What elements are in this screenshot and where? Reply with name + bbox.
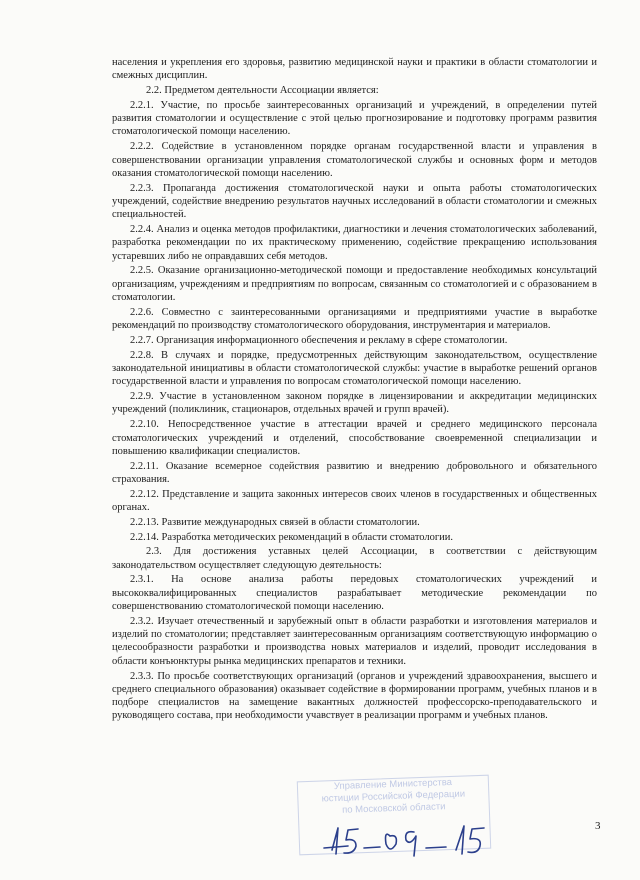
paragraph-2-2-7: 2.2.7. Организация информационного обеспечения и рекламу в сфере стоматологии. (130, 334, 508, 346)
paragraph-2-3-3: 2.3.3. По просьбе соответствующих организаций (органов и учреждений здравоохранения, высшего и среднего специального образования) оказывает содействие в формировании программ, учебных планов и в подборе специалистов на замещение вакантных должностей профессорско-преподавательского и руководящего состава, при необходимости учавствует в реализации программ и учебных планов. (112, 670, 597, 722)
paragraph-2-2-9: 2.2.9. Участие в установленном законом порядке в лицензировании и аккредитации медицинских учреждений (поликлиник, стационаров, отдельных врачей и групп врачей). (112, 391, 597, 416)
document-body (112, 56, 597, 724)
paragraph-2-2-2: 2.2.2. Содействие в установленном порядке органам государственной власти и управления в совершенствовании организации управления стоматологической службы и основных форм и методов оказания стоматологической помощи населению. (112, 141, 597, 179)
paragraph-2-2-4: 2.2.4. Анализ и оценка методов профилактики, диагностики и лечения стоматологических заболеваний, разработка рекомендации по их практическому применению, содействие прекращению использования устаревших либо не оправдавших себя методов. (112, 224, 597, 262)
paragraph-2-2-13: 2.2.13. Развитие международных связей в области стоматологии. (130, 516, 420, 528)
paragraph-2-3: 2.3. Для достижения уставных целей Ассоциации, в соответствии с действующим законодательством осуществляет следующую деятельность: (112, 546, 597, 571)
paragraph-2-3-1: 2.3.1. На основе анализа работы передовых стоматологических учреждений и высококвалифицированных специалистов разрабатывает методические рекомендации по совершенствованию стоматологической помощи населению. (112, 574, 597, 613)
paragraph-2-2-5: 2.2.5. Оказание организационно-методической помощи и предоставление необходимых консультаций организациям, учреждениям и предприятиям по вопросам, связанным со стоматологией и с образованием в стоматологии. (112, 265, 597, 304)
paragraph-2-2-8: 2.2.8. В случаях и порядке, предусмотренных действующим законодательством, осуществление законодательной инициативы в области стоматологической службы: участие в выработке решений органов государственной власти и управления по вопросам стоматологической помощи населению. (112, 349, 597, 388)
paragraph-2-2-1: 2.2.1. Участие, по просьбе заинтересованных организаций и учреждений, в определении путей развития стоматологии и осуществление с этой целью прогнозирование и подготовку программ развития стоматологической помощи населению. (112, 99, 597, 138)
stamp-line: юстиции Российской Федерации (321, 788, 466, 805)
stamp-line: Управление Министерства (333, 776, 453, 793)
handwritten-date (318, 820, 518, 860)
paragraph-2-2-10: 2.2.10. Непосредственное участие в аттестации врачей и среднего медицинского персонала стоматологических учреждений и отделений, способствование своевременной специализации и повышению квалификации специалистов. (112, 419, 597, 457)
page-number: 3 (595, 820, 601, 832)
paragraph-2-2-3: 2.2.3. Пропаганда достижения стоматологической науки и опыта работы стоматологических учреждений, содействие внедрению результатов научных исследований в области стоматологии и смежных специальностей. (112, 182, 597, 221)
stamp-line: по Московской области (341, 801, 446, 816)
paragraph-2-2-14: 2.2.14. Разработка методических рекомендаций в области стоматологии. (130, 531, 454, 543)
paragraph-continuation: населения и укрепления его здоровья, развитию медицинской науки и практики в области стоматологии и смежных дисциплин. (112, 57, 597, 82)
paragraph-2-2-6: 2.2.6. Совместно с заинтересованными организациями и предприятиями участие в выработке рекомендаций по производству стоматологического оборудования, инструментария и материалов. (112, 306, 597, 332)
paragraph-2-3-2: 2.3.2. Изучает отечественный и зарубежный опыт в области разработки и изготовления материалов и изделий по стоматологии; представляет заинтересованным организациям соответствующую информацию о целесообразности разработки и производства новых материалов и изделий, проводит исследования в области конъюнктуры рынка медицинских препаратов и техники. (112, 615, 597, 667)
handwritten-date-drawing (318, 820, 518, 860)
paragraph-2-2-12: 2.2.12. Представление и защита законных интересов своих членов в государственных и общественных органах. (112, 488, 597, 513)
paragraph-2-2: 2.2. Предметом деятельности Ассоциации является: (146, 85, 379, 97)
paragraph-2-2-11: 2.2.11. Оказание всемерное содействия развитию и внедрению добровольного и обязательного страхования. (112, 460, 597, 485)
